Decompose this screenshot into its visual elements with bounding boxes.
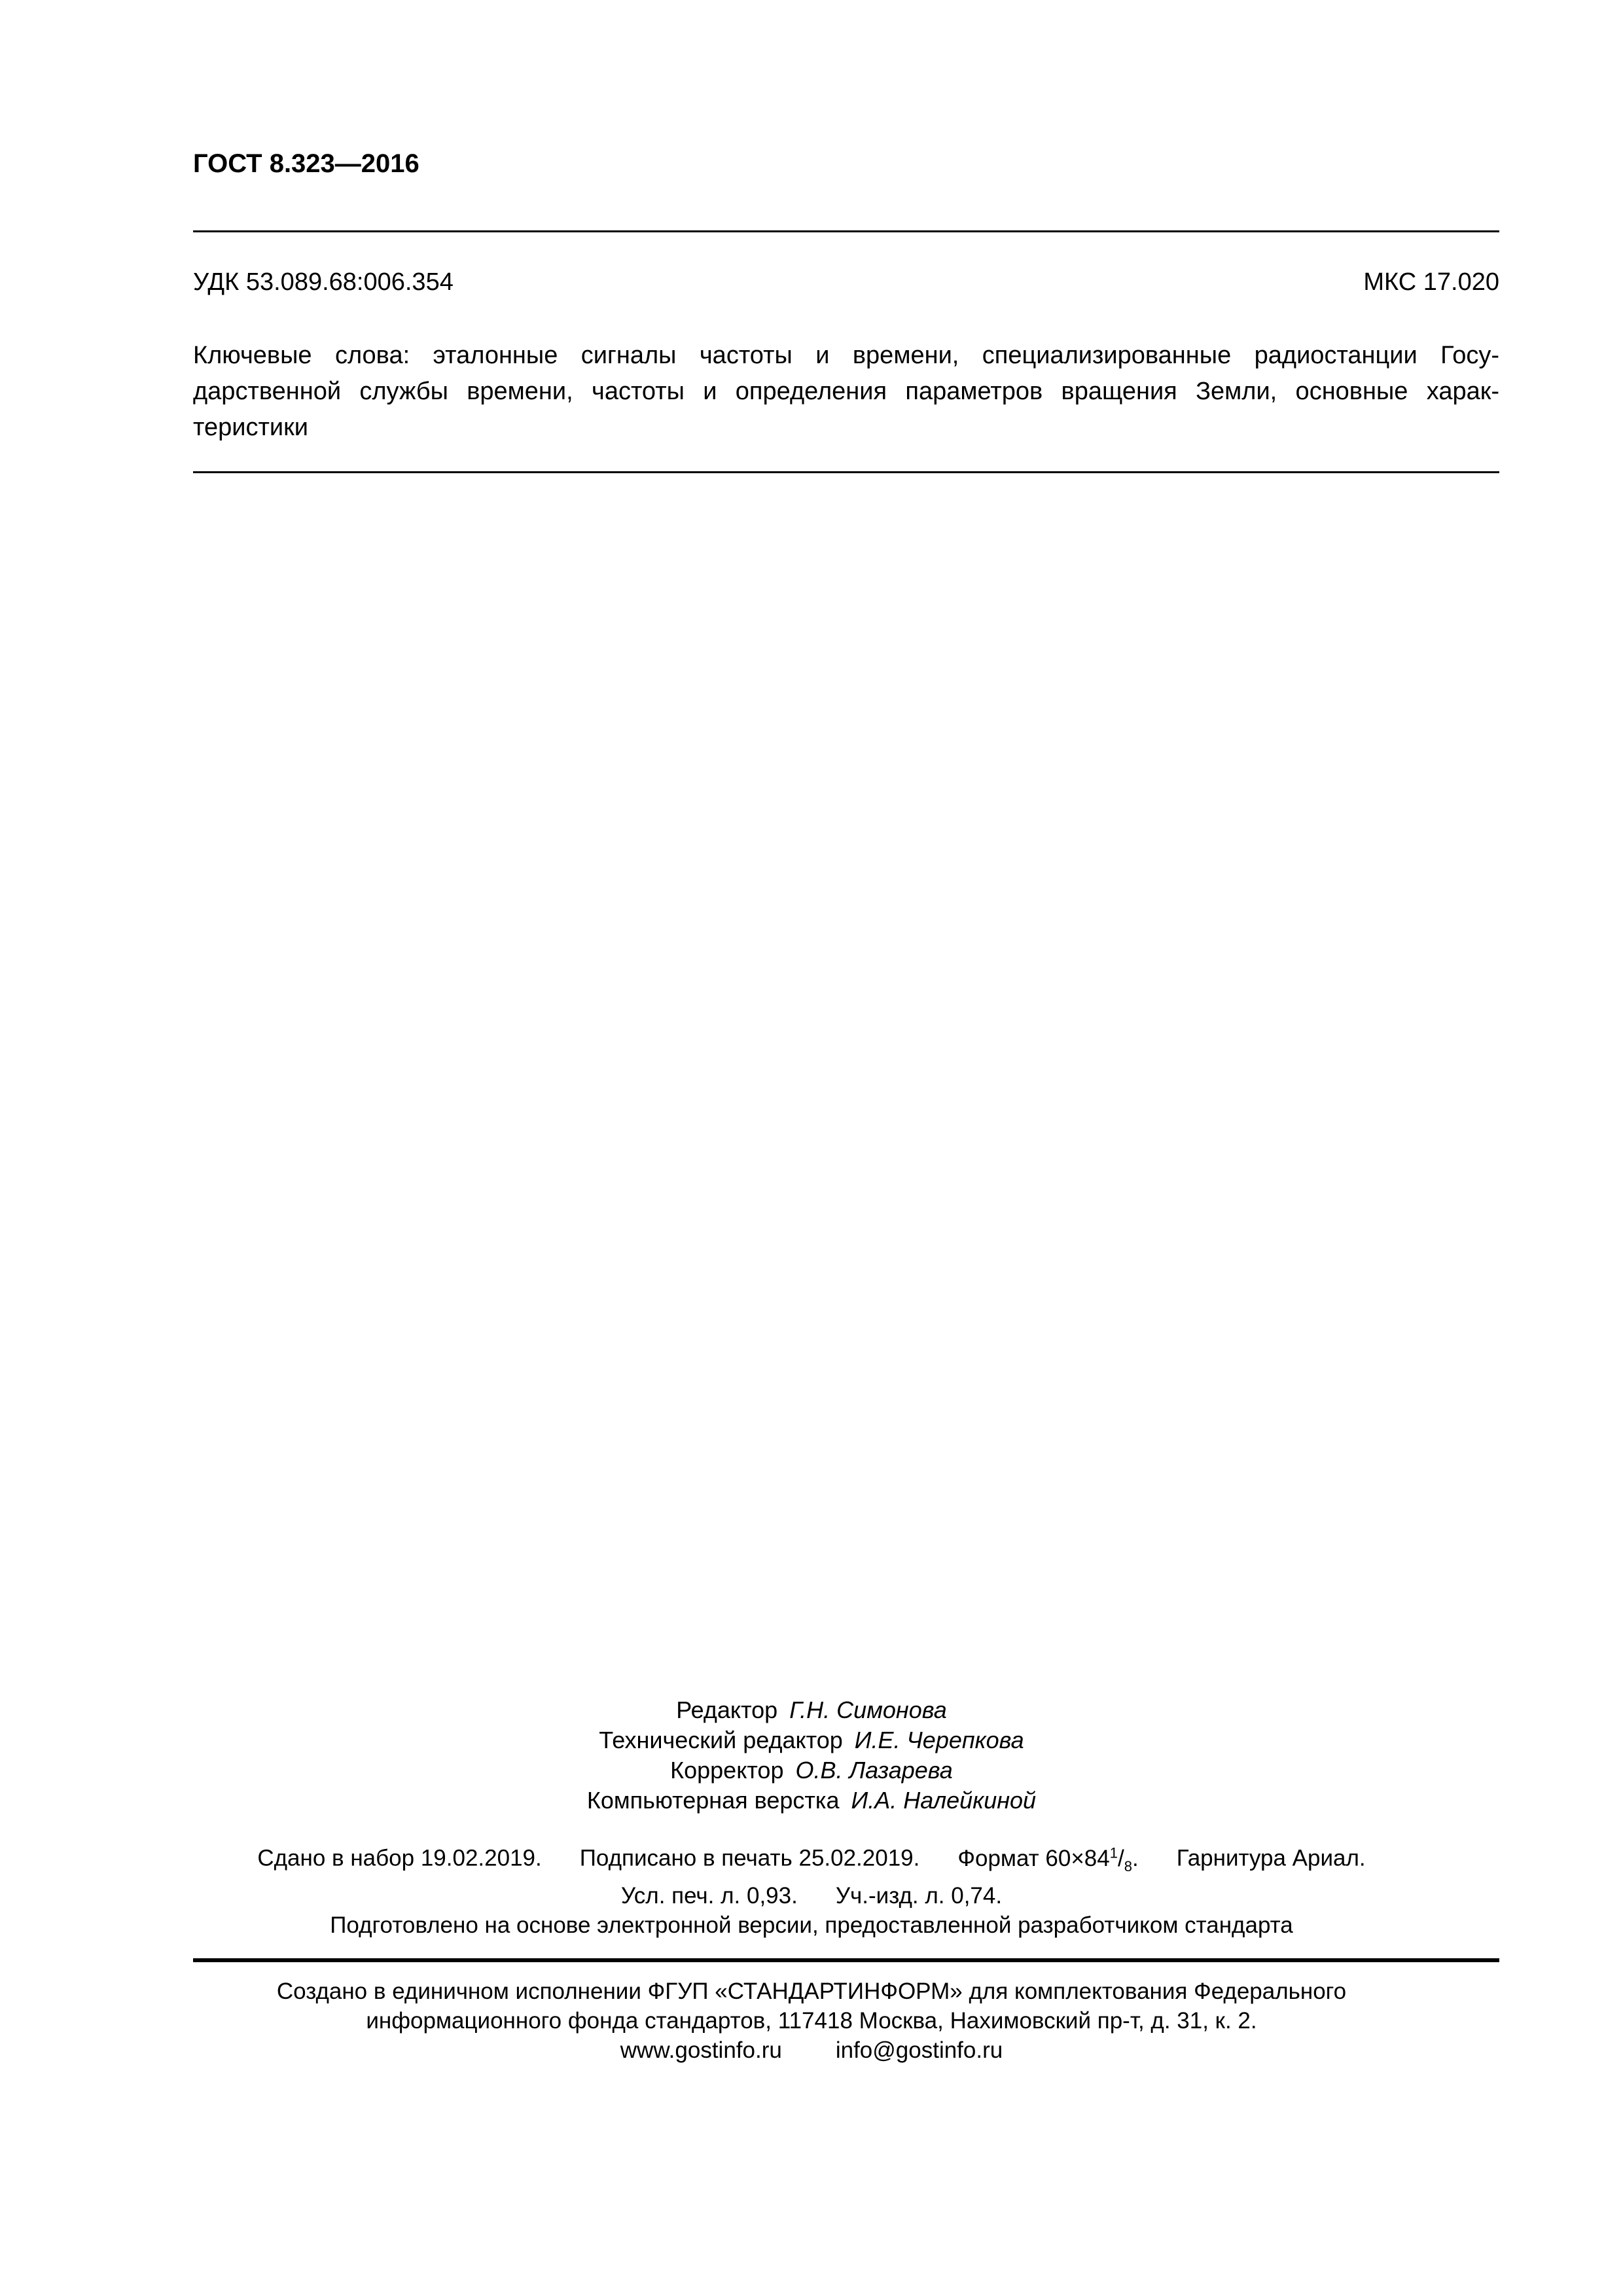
prepared-note: Подготовлено на основе электронной версии, предоставленной разработчиком стандарта [330, 1912, 1293, 1938]
credit-layout [0, 1785, 1623, 1816]
print-info-block [0, 1838, 1623, 1940]
print-info-line [0, 1838, 1623, 1881]
mks-code: МКС 17.020 [1363, 268, 1499, 296]
credit-role: Корректор [670, 1757, 784, 1784]
credit-role: Редактор [676, 1696, 778, 1723]
credit-name: О.В. Лазарева [795, 1757, 953, 1784]
header-divider [193, 230, 1499, 232]
paper-format: Формат $60\times 84^1/_8$. [957, 1844, 1139, 1874]
footer-line: Создано в единичном исполнении ФГУП «СТАНДАРТИНФОРМ» для комплектования Федерального [276, 1979, 1347, 2004]
credit-tech-editor [0, 1725, 1623, 1755]
keywords-line: дарственной службы времени, частоты и определения параметров вращения Земли, основные харак- [193, 378, 1499, 405]
publisher-sheets: Уч.-изд. л. 0,74. [835, 1882, 1003, 1909]
document-code: ГОСТ 8.323—2016 [193, 149, 419, 178]
udk-code: УДК 53.089.68:006.354 [193, 268, 454, 296]
footer-block [0, 1977, 1623, 2065]
signed-date: Подписано в печать 25.02.2019. [579, 1845, 920, 1871]
credit-name: Г.Н. Симонова [789, 1696, 947, 1723]
submitted-date: Сдано в набор 19.02.2019. [257, 1845, 542, 1871]
footer-divider [193, 1958, 1499, 1962]
website-link[interactable]: www.gostinfo.ru [620, 2037, 782, 2063]
credit-proofreader [0, 1755, 1623, 1785]
credit-name: И.Е. Черепкова [854, 1727, 1024, 1753]
email-link[interactable]: info@gostinfo.ru [835, 2037, 1003, 2063]
keywords-block [193, 338, 1499, 446]
keywords-line: теристики [193, 414, 308, 441]
footer-contacts [0, 2036, 1623, 2065]
typeface: Гарнитура Ариал. [1176, 1845, 1366, 1871]
credit-name: И.А. Налейкиной [851, 1787, 1037, 1814]
keywords-line: Ключевые слова: эталонные сигналы частоты и времени, специализированные радиостанции Госу- [193, 342, 1499, 369]
print-sheets-line [0, 1881, 1623, 1910]
footer-line: информационного фонда стандартов, 117418 Москва, Нахимовский пр-т, д. 31, к. 2. [366, 2008, 1257, 2034]
keywords-divider [193, 471, 1499, 473]
print-sheets: Усл. печ. л. 0,93. [620, 1882, 798, 1909]
credit-editor [0, 1695, 1623, 1725]
credits-block [0, 1695, 1623, 1816]
credit-role: Технический редактор [599, 1727, 843, 1753]
credit-role: Компьютерная верстка [586, 1787, 840, 1814]
